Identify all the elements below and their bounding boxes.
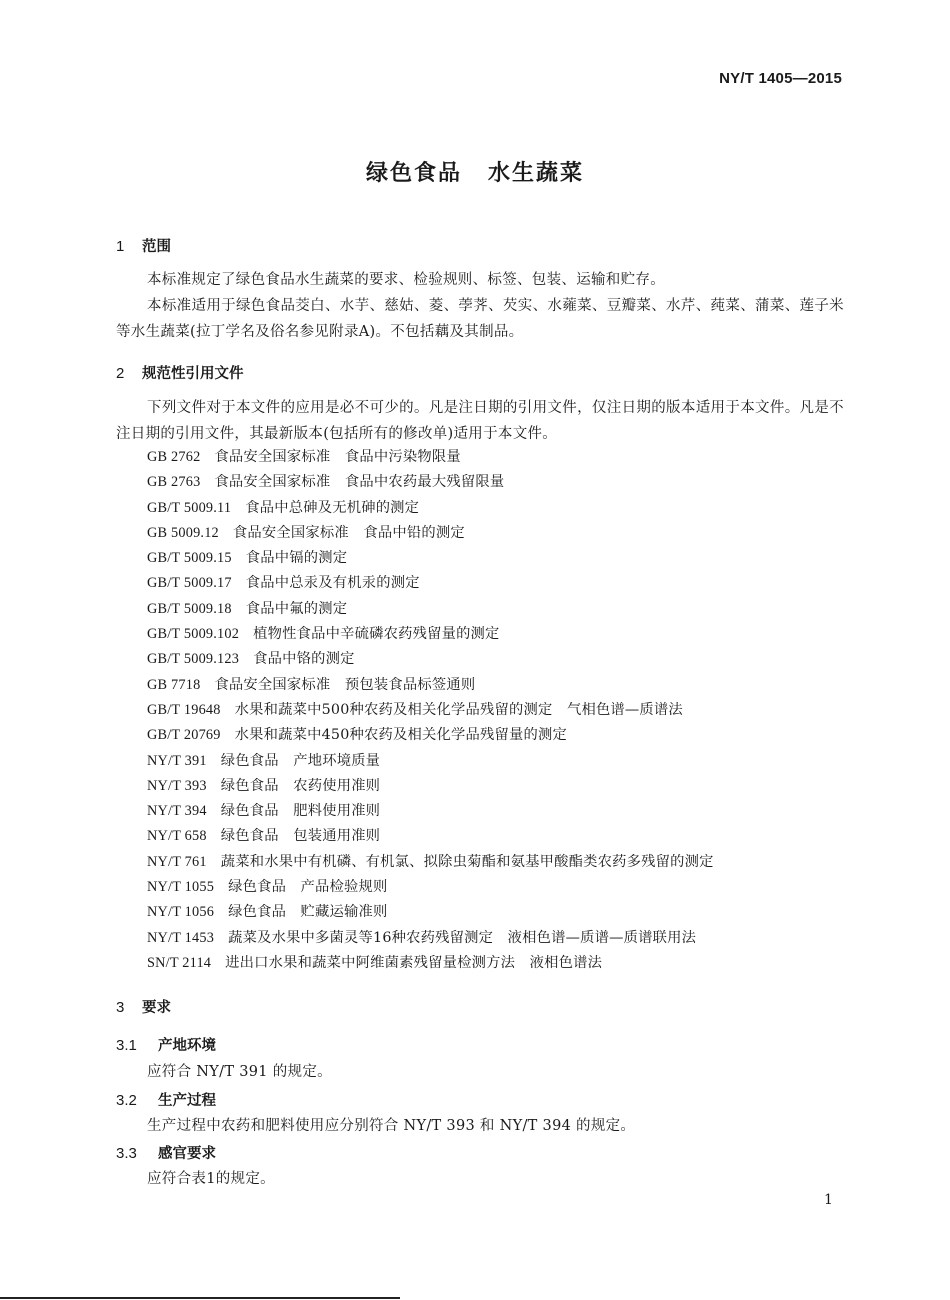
reference-code: NY/T 1056 xyxy=(147,904,215,921)
normative-references-list xyxy=(147,445,714,976)
reference-title: 食品中氟的测定 xyxy=(245,600,348,617)
reference-title: 食品中总汞及有机汞的测定 xyxy=(245,575,420,592)
reference-title: 食品安全国家标准 食品中铅的测定 xyxy=(232,524,465,541)
reference-item xyxy=(147,723,714,748)
reference-item xyxy=(147,521,714,546)
page-number: 1 xyxy=(824,1192,833,1208)
title-part-1: 绿色食品 xyxy=(365,161,462,186)
reference-code: GB/T 5009.123 xyxy=(147,651,240,668)
section-1-heading xyxy=(116,235,171,256)
reference-item xyxy=(147,445,714,470)
subsection-3-1-heading xyxy=(116,1034,216,1055)
subsection-3-1-number: 3.1 xyxy=(116,1037,137,1054)
reference-code: NY/T 394 xyxy=(147,803,207,820)
reference-title: 绿色食品 肥料使用准则 xyxy=(220,803,381,820)
document-title xyxy=(0,156,950,187)
reference-title: 绿色食品 产地环境质量 xyxy=(220,752,381,769)
reference-title: 食品安全国家标准 预包装食品标签通则 xyxy=(214,676,476,693)
reference-title: 水果和蔬菜中500种农药及相关化学品残留的测定 气相色谱—质谱法 xyxy=(234,701,683,718)
section-2-heading xyxy=(116,362,244,383)
section-1-number: 1 xyxy=(116,238,125,255)
section-2-intro: 下列文件对于本文件的应用是必不可少的。凡是注日期的引用文件，仅注日期的版本适用于本文件。凡是不注日期的引用文件，其最新版本(包括所有的修改单)适用于本文件。 xyxy=(116,400,844,442)
bottom-rule xyxy=(0,1297,400,1299)
reference-title: 植物性食品中辛硫磷农药残留量的测定 xyxy=(253,626,500,643)
reference-code: GB 2762 xyxy=(147,449,201,465)
subsection-3-3-heading xyxy=(116,1142,216,1163)
reference-code: GB/T 5009.18 xyxy=(147,600,232,617)
reference-code: GB 5009.12 xyxy=(147,524,219,541)
reference-code: NY/T 1055 xyxy=(147,879,215,896)
reference-item xyxy=(147,571,714,596)
reference-title: 绿色食品 包装通用准则 xyxy=(220,828,381,845)
reference-code: NY/T 393 xyxy=(147,777,207,794)
standard-code: NY/T 1405—2015 xyxy=(719,70,842,87)
reference-item xyxy=(147,799,714,824)
reference-item xyxy=(147,824,714,849)
reference-code: GB 2763 xyxy=(147,474,201,491)
subsection-3-2-heading xyxy=(116,1089,216,1110)
reference-code: GB/T 19648 xyxy=(147,701,221,718)
reference-code: GB/T 5009.102 xyxy=(147,626,240,643)
reference-title: 食品中铬的测定 xyxy=(253,651,355,668)
reference-item xyxy=(147,673,714,698)
reference-code: NY/T 658 xyxy=(147,828,207,845)
reference-code: NY/T 1453 xyxy=(147,929,215,946)
reference-code: GB/T 5009.15 xyxy=(147,550,232,567)
reference-item xyxy=(147,850,714,875)
subsection-3-1-text: 应符合 NY/T 391 的规定。 xyxy=(147,1064,332,1080)
section-1-paragraph-1: 本标准规定了绿色食品水生蔬菜的要求、检验规则、标签、包装、运输和贮存。 xyxy=(147,272,665,288)
section-3-heading xyxy=(116,996,171,1017)
reference-title: 食品安全国家标准 食品中污染物限量 xyxy=(214,449,461,465)
reference-title: 食品安全国家标准 食品中农药最大残留限量 xyxy=(214,474,505,491)
reference-item xyxy=(147,749,714,774)
reference-code: NY/T 761 xyxy=(147,853,207,870)
reference-title: 蔬菜和水果中有机磷、有机氯、拟除虫菊酯和氨基甲酸酯类农药多残留的测定 xyxy=(220,853,714,870)
reference-title: 绿色食品 贮藏运输准则 xyxy=(228,904,388,921)
reference-item xyxy=(147,875,714,900)
reference-title: 蔬菜及水果中多菌灵等16种农药残留测定 液相色谱—质谱—质谱联用法 xyxy=(228,929,697,946)
reference-item xyxy=(147,470,714,495)
subsection-3-3-title: 感官要求 xyxy=(158,1146,216,1162)
reference-code: SN/T 2114 xyxy=(147,954,212,971)
reference-item xyxy=(147,900,714,925)
reference-code: GB/T 5009.11 xyxy=(147,499,232,516)
section-2-number: 2 xyxy=(116,365,125,382)
reference-title: 食品中镉的测定 xyxy=(245,550,348,567)
reference-item xyxy=(147,698,714,723)
reference-title: 绿色食品 农药使用准则 xyxy=(220,777,381,794)
subsection-3-2-text: 生产过程中农药和肥料使用应分别符合 NY/T 393 和 NY/T 394 的规定。 xyxy=(147,1118,636,1134)
subsection-3-3-text: 应符合表1的规定。 xyxy=(147,1171,275,1187)
subsection-3-2-title: 生产过程 xyxy=(158,1093,216,1109)
reference-code: GB 7718 xyxy=(147,676,201,693)
section-1-paragraph-2: 本标准适用于绿色食品茭白、水芋、慈姑、菱、荸荠、芡实、水蕹菜、豆瓣菜、水芹、莼菜、蒲菜、莲子米等水生蔬菜(拉丁学名及俗名参见附录A)。不包括藕及其制品。 xyxy=(116,298,844,340)
reference-item xyxy=(147,951,714,976)
section-2-title: 规范性引用文件 xyxy=(142,366,244,382)
reference-title: 水果和蔬菜中450种农药及相关化学品残留量的测定 xyxy=(234,727,567,744)
section-1-title: 范围 xyxy=(142,239,171,255)
reference-title: 进出口水果和蔬菜中阿维菌素残留量检测方法 液相色谱法 xyxy=(225,954,603,971)
reference-item xyxy=(147,597,714,622)
reference-code: NY/T 391 xyxy=(147,752,207,769)
reference-item xyxy=(147,622,714,647)
reference-code: GB/T 20769 xyxy=(147,727,221,744)
reference-title: 食品中总砷及无机砷的测定 xyxy=(245,499,420,516)
reference-item xyxy=(147,647,714,672)
subsection-3-2-number: 3.2 xyxy=(116,1092,137,1109)
subsection-3-1-title: 产地环境 xyxy=(158,1038,216,1054)
reference-item xyxy=(147,926,714,951)
subsection-3-3-number: 3.3 xyxy=(116,1145,137,1162)
reference-item xyxy=(147,774,714,799)
section-3-title: 要求 xyxy=(142,1000,171,1016)
reference-item xyxy=(147,496,714,521)
title-part-2: 水生蔬菜 xyxy=(488,161,585,186)
reference-item xyxy=(147,546,714,571)
section-3-number: 3 xyxy=(116,999,125,1016)
reference-code: GB/T 5009.17 xyxy=(147,575,232,592)
reference-title: 绿色食品 产品检验规则 xyxy=(228,879,388,896)
